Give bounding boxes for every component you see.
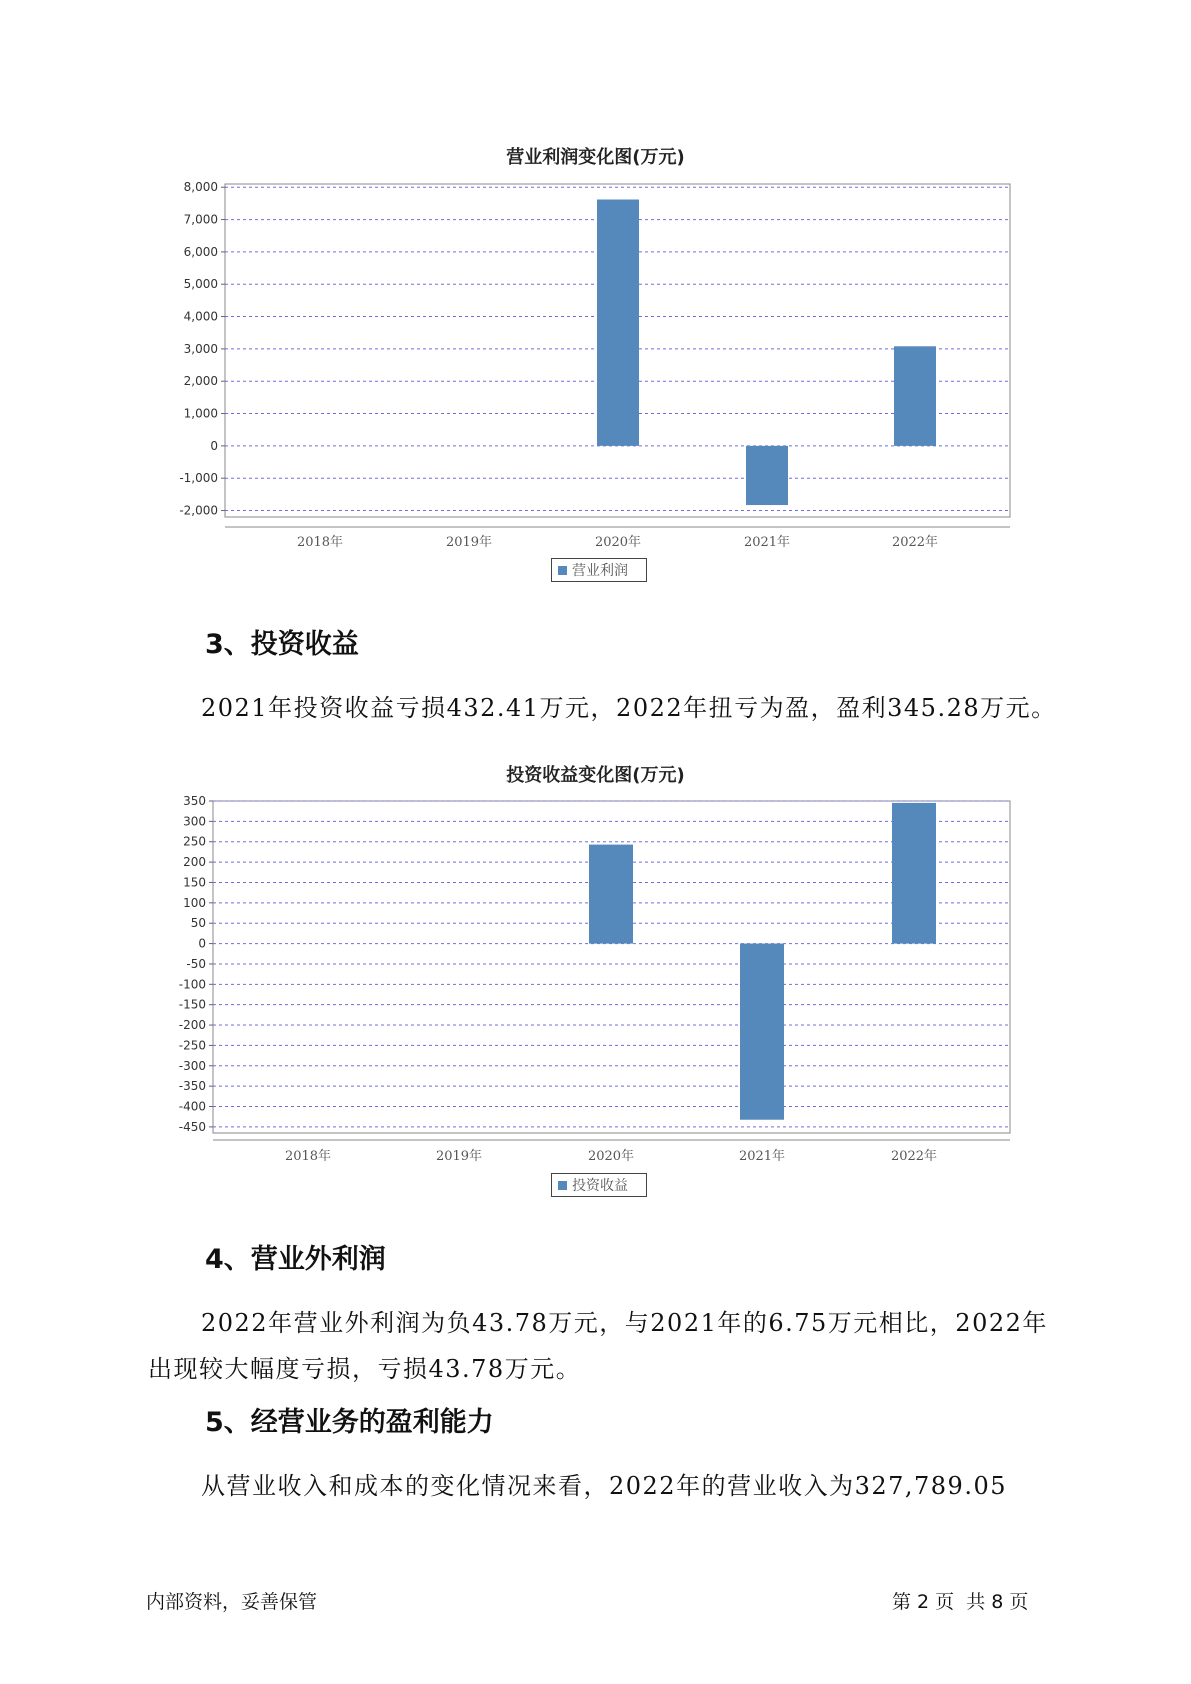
chart-legend bbox=[551, 1173, 647, 1197]
y-tick-label: 2,000 bbox=[183, 374, 218, 389]
x-tick-label: 2019年 bbox=[445, 535, 493, 550]
y-tick-label: -50 bbox=[186, 956, 206, 971]
section-heading-profitability: 5、经营业务的盈利能力 bbox=[205, 1407, 494, 1438]
x-tick-label: 2021年 bbox=[743, 535, 791, 550]
y-tick-label: 8,000 bbox=[183, 180, 218, 195]
legend-label: 营业利润 bbox=[572, 563, 628, 579]
y-tick-label: -400 bbox=[178, 1099, 206, 1114]
x-tick-label: 2019年 bbox=[435, 1149, 483, 1164]
x-tick-label: 2020年 bbox=[587, 1149, 635, 1164]
y-tick-label: 150 bbox=[183, 875, 206, 890]
y-tick-label: 1,000 bbox=[183, 406, 218, 421]
paragraph-non-operating-profit-line1: 2022年营业外利润为负43.78万元，与2021年的6.75万元相比，2022年 bbox=[201, 1309, 1048, 1337]
y-tick-label: 100 bbox=[183, 895, 206, 910]
y-tick-label: 50 bbox=[190, 916, 206, 931]
legend-label: 投资收益 bbox=[572, 1178, 628, 1194]
y-tick-label: -450 bbox=[178, 1119, 206, 1134]
y-tick-label: 200 bbox=[183, 855, 206, 870]
y-tick-label: 6,000 bbox=[183, 244, 218, 259]
y-tick-label: -350 bbox=[178, 1079, 206, 1094]
y-tick-label: -150 bbox=[178, 997, 206, 1012]
section-heading-investment-income: 3、投资收益 bbox=[205, 629, 359, 660]
x-tick-label: 2021年 bbox=[738, 1149, 786, 1164]
x-tick-label: 2020年 bbox=[594, 535, 642, 550]
y-tick-label: 0 bbox=[198, 936, 206, 951]
y-tick-label: 350 bbox=[183, 794, 206, 808]
x-tick-label: 2018年 bbox=[296, 535, 344, 550]
y-tick-label: 4,000 bbox=[183, 309, 218, 324]
footer-page-number: 第 2 页 共 8 页 bbox=[892, 1591, 1029, 1613]
y-tick-label: 250 bbox=[183, 834, 206, 849]
paragraph-non-operating-profit-line2: 出现较大幅度亏损，亏损43.78万元。 bbox=[148, 1355, 582, 1383]
footer-confidential-note: 内部资料，妥善保管 bbox=[146, 1591, 318, 1613]
bar-2022年 bbox=[892, 803, 936, 944]
paragraph-investment-income: 2021年投资收益亏损432.41万元，2022年扭亏为盈，盈利345.28万元。 bbox=[201, 694, 1057, 722]
y-tick-label: 5,000 bbox=[183, 277, 218, 292]
y-tick-label: 7,000 bbox=[183, 212, 218, 227]
y-tick-label: -1,000 bbox=[179, 471, 218, 486]
y-tick-label: -2,000 bbox=[179, 503, 218, 518]
paragraph-profitability: 从营业收入和成本的变化情况来看，2022年的营业收入为327,789.05 bbox=[201, 1472, 1007, 1500]
y-tick-label: 3,000 bbox=[183, 341, 218, 356]
x-tick-label: 2022年 bbox=[890, 1149, 938, 1164]
y-tick-label: -250 bbox=[178, 1038, 206, 1053]
y-tick-label: -200 bbox=[178, 1018, 206, 1033]
y-tick-label: -100 bbox=[178, 977, 206, 992]
y-tick-label: -300 bbox=[178, 1058, 206, 1073]
x-tick-label: 2022年 bbox=[891, 535, 939, 550]
chart-title-operating-profit: 营业利润变化图(万元) bbox=[506, 147, 685, 168]
y-tick-label: 0 bbox=[210, 438, 218, 453]
x-tick-label: 2018年 bbox=[284, 1149, 332, 1164]
bar-2021年 bbox=[740, 944, 784, 1120]
y-tick-label: 300 bbox=[183, 814, 206, 829]
chart-title-investment-income: 投资收益变化图(万元) bbox=[506, 765, 685, 786]
bar-2020年 bbox=[589, 845, 633, 944]
section-heading-non-operating-profit: 4、营业外利润 bbox=[205, 1244, 386, 1275]
legend-swatch bbox=[558, 1181, 567, 1190]
